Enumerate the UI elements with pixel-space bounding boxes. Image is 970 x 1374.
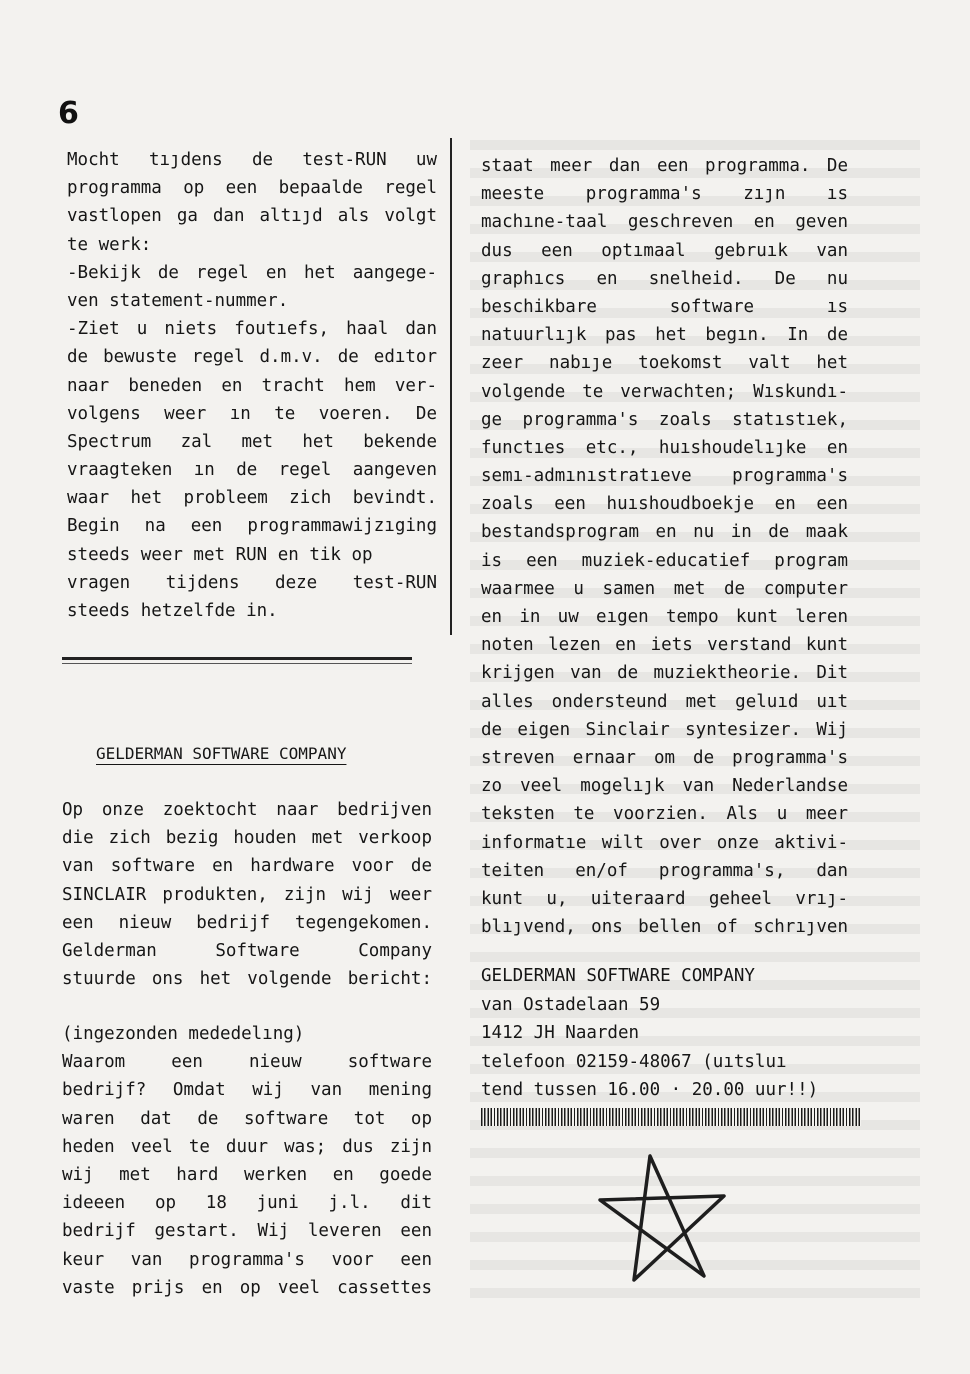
- text-line: naar beneden en tracht hem ver-: [67, 375, 437, 396]
- text-line: machıne-taal geschreven en geven: [481, 212, 848, 233]
- text-line: waarmee u samen met de computer: [481, 578, 848, 599]
- text-line: Waarom een nieuw software: [62, 1052, 432, 1073]
- text-line: telefoon 02159-48067 (uıtsluı: [481, 1051, 787, 1072]
- text-line: kunt u, uiteraard geheel vrıȷ-: [481, 888, 848, 909]
- text-line: vastlopen ga dan altıȷd als volgt: [67, 206, 437, 227]
- text-line: steeds weer met RUN en tik op: [67, 544, 373, 565]
- text-line: Gelderman Software Company: [62, 940, 432, 961]
- text-line: stuurde ons het volgende bericht:: [62, 969, 432, 990]
- text-line: ideeen op 18 juni j.l. dit: [62, 1193, 432, 1214]
- text-line: noten lezen en iets verstand kunt: [481, 635, 848, 656]
- text-line: programma op een bepaalde regel: [67, 178, 437, 199]
- text-line: -Bekijk de regel en het aangege-: [67, 262, 437, 283]
- text-line: alles ondersteund met geluıd uıt: [481, 691, 848, 712]
- section-heading: GELDERMAN SOFTWARE COMPANY: [96, 744, 347, 763]
- star-doodle-icon: [592, 1148, 732, 1288]
- text-line: graphıcs en snelheid. De nu: [481, 268, 848, 289]
- text-line: staat meer dan een programma. De: [481, 156, 848, 176]
- text-line: volgens weer ın te voeren. De: [67, 403, 437, 424]
- text-line: keur van programma's voor een: [62, 1249, 432, 1270]
- text-line: een nieuw bedrijf tegengekomen.: [62, 912, 432, 933]
- company-address: [481, 962, 851, 1105]
- text-line: zo veel mogelıȷk van Nederlandse: [481, 776, 848, 797]
- text-line: (ingezonden mededelıng): [62, 1024, 305, 1044]
- text-line: Op onze zoektocht naar bedrijven: [62, 800, 432, 820]
- text-line: van software en hardware voor de: [62, 856, 432, 877]
- text-line: heden veel te duur was; dus zijn: [62, 1136, 432, 1157]
- text-line: dus een optımaal gebruık van: [481, 240, 848, 261]
- text-line: bestandsprogram en nu in de maak: [481, 522, 848, 543]
- text-line: krijgen van de muziektheorie. Dit: [481, 663, 848, 684]
- text-line: bedrijf gestart. Wij leveren een: [62, 1221, 432, 1242]
- section-rule: [62, 657, 412, 660]
- text-line: vraagteken ın de regel aangeven: [67, 460, 437, 481]
- text-line: ge programma's zoals statıstıek,: [481, 409, 848, 430]
- text-line: van Ostadelaan 59: [481, 994, 661, 1015]
- section-rule-thin: [62, 663, 412, 664]
- text-line: waren dat de software tot op: [62, 1108, 432, 1129]
- text-line: is een muziek-educatief program: [481, 550, 848, 571]
- text-line: tend tussen 16.00 · 20.00 uur!!): [481, 1080, 819, 1100]
- text-line: -Ziet u niets foutıefs, haal dan: [67, 319, 437, 340]
- text-line: natuurlıȷk pas het begın. In de: [481, 325, 848, 346]
- barcode-divider: [481, 1108, 861, 1126]
- text-line: teksten te voorzien. Als u meer: [481, 804, 848, 825]
- text-line: wij met hard werken en goede: [62, 1164, 432, 1185]
- text-line: vragen tijdens deze test-RUN: [67, 572, 437, 593]
- text-line: de eigen Sinclair syntesizer. Wij: [481, 719, 848, 740]
- text-line: functıes etc., huıshoudelıȷke en: [481, 437, 848, 458]
- text-line: SINCLAIR produkten, zijn wij weer: [62, 884, 432, 905]
- text-line: zeer nabıȷe toekomst valt het: [481, 353, 848, 374]
- text-line: die zich bezig houden met verkoop: [62, 828, 432, 849]
- text-line: streven ernaar om de programma's: [481, 747, 848, 768]
- text-line: 1412 JH Naarden: [481, 1023, 640, 1043]
- text-line: beschikbare software ıs: [481, 296, 848, 317]
- text-line: GELDERMAN SOFTWARE COMPANY: [481, 966, 755, 986]
- right-column-text: [481, 152, 848, 941]
- text-line: zoals een huıshoudboekje en een: [481, 494, 848, 515]
- text-line: Spectrum zal met het bekende: [67, 431, 437, 452]
- text-line: meeste programma's zıȷn ıs: [481, 184, 848, 205]
- text-line: waar het probleem zich bevindt.: [67, 488, 437, 509]
- text-line: informatıe wilt over onze aktivi-: [481, 832, 848, 853]
- text-line: bedrijf? Omdat wij van mening: [62, 1080, 432, 1101]
- column-divider: [450, 138, 452, 635]
- text-line: blıȷvend, ons bellen of schrıȷven: [481, 917, 848, 938]
- text-line: de bewuste regel d.m.v. de edıtor: [67, 347, 437, 368]
- left-column-middle-text: [62, 796, 432, 993]
- text-line: Begin na een programmawijzıging: [67, 516, 437, 537]
- text-line: volgende te verwachten; Wıskundı-: [481, 381, 848, 402]
- text-line: ven statement-nummer.: [67, 290, 289, 311]
- text-line: vaste prijs en op veel cassettes: [62, 1277, 432, 1298]
- text-line: en in uw eıgen tempo kunt leren: [481, 607, 848, 627]
- text-line: teiten en/of programma's, dan: [481, 860, 848, 881]
- left-column-bottom-text: [62, 1020, 432, 1302]
- left-column-top-text: [67, 146, 437, 625]
- text-line: semı-admınıstratıeve programma's: [481, 466, 848, 487]
- page-number: 6: [58, 96, 79, 131]
- text-line: Mocht tıȷdens de test-RUN uw: [67, 150, 437, 170]
- text-line: steeds hetzelfde in.: [67, 601, 278, 621]
- text-line: te werk:: [67, 234, 152, 255]
